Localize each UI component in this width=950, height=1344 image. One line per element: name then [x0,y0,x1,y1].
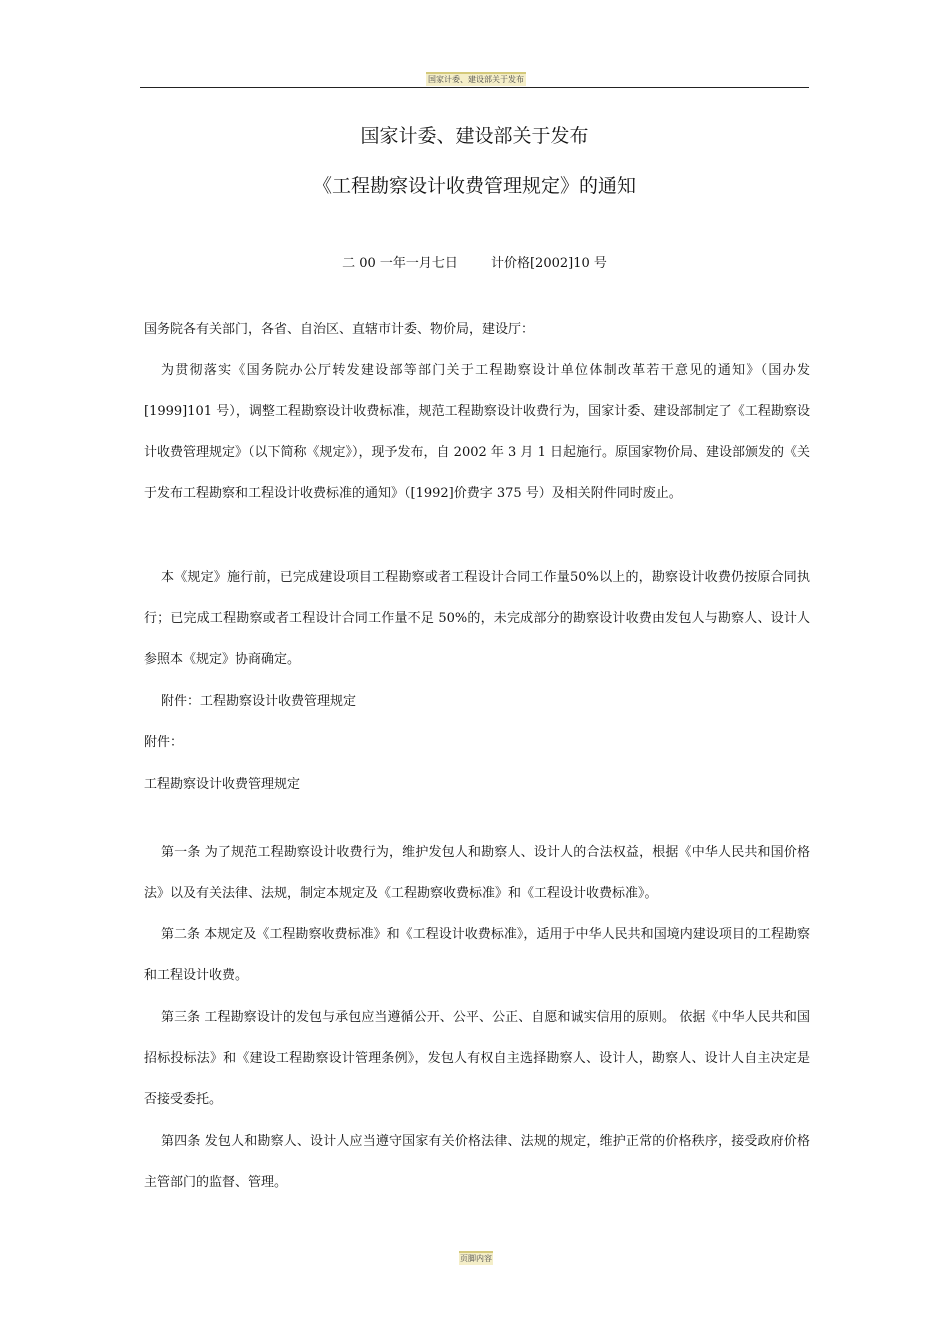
attachment-label: 附件： [144,735,184,750]
page-footer: 页脚内容 [459,1251,493,1265]
addressee: 国务院各有关部门，各省、自治区、直辖市计委、物价局，建设厅： [144,322,535,337]
body-paragraph-2: 本《规定》施行前，已完成建设项目工程勘察或者工程设计合同工作量50%以上的，勘察设计收费仍按原合同执行；已完成工程勘察或者工程设计合同工作量不足 50%的，未完成部分的勘察设计收费由发包人与勘察人、设计人参照本《规定》协商确定。 [144,570,810,667]
body-paragraph-1: 为贯彻落实《国务院办公厅转发建设部等部门关于工程勘察设计单位体制改革若干意见的通知》（国办发[1999]101 号），调整工程勘察设计收费标准，规范工程勘察设计收费行为，国家计委、建设部制定了《工程勘察设计收费管理规定》（以下简称《规定》），现予发布，自 2002 年 3 月 1 日起施行。原国家物价局、建设部颁发的《关于发布工程勘察和工程设计收费标准的通知》（[1992]价费字 375 号）及相关附件同时废止。 [144,363,810,501]
title-line-2: 《工程勘察设计收费管理规定》的通知 [312,175,636,197]
attachment-title: 工程勘察设计收费管理规定 [144,777,301,792]
article-3: 第三条 工程勘察设计的发包与承包应当遵循公开、公平、公正、自愿和诚实信用的原则。 依据《中华人民共和国招标投标法》和《建设工程勘察设计管理条例》，发包人有权自主选择勘察人、设计人，勘察人、设计人自主决定是否接受委托。 [144,1010,810,1107]
attachment-note: 附件：工程勘察设计收费管理规定 [161,694,357,709]
article-1: 第一条 为了规范工程勘察设计收费行为，维护发包人和勘察人、设计人的合法权益，根据《中华人民共和国价格法》以及有关法律、法规，制定本规定及《工程勘察收费标准》和《工程设计收费标准》。 [144,845,810,901]
article-2: 第二条 本规定及《工程勘察收费标准》和《工程设计收费标准》，适用于中华人民共和国境内建设项目的工程勘察和工程设计收费。 [144,927,810,983]
date-and-doc-number: 二 00 一年一月七日 计价格[2002]10 号 [342,256,607,271]
title-line-1: 国家计委、建设部关于发布 [360,125,589,147]
header-text: 国家计委、建设部关于发布 [426,72,526,86]
article-4: 第四条 发包人和勘察人、设计人应当遵守国家有关价格法律、法规的规定，维护正常的价格秩序，接受政府价格主管部门的监督、管理。 [144,1134,810,1190]
page-header [140,70,809,88]
